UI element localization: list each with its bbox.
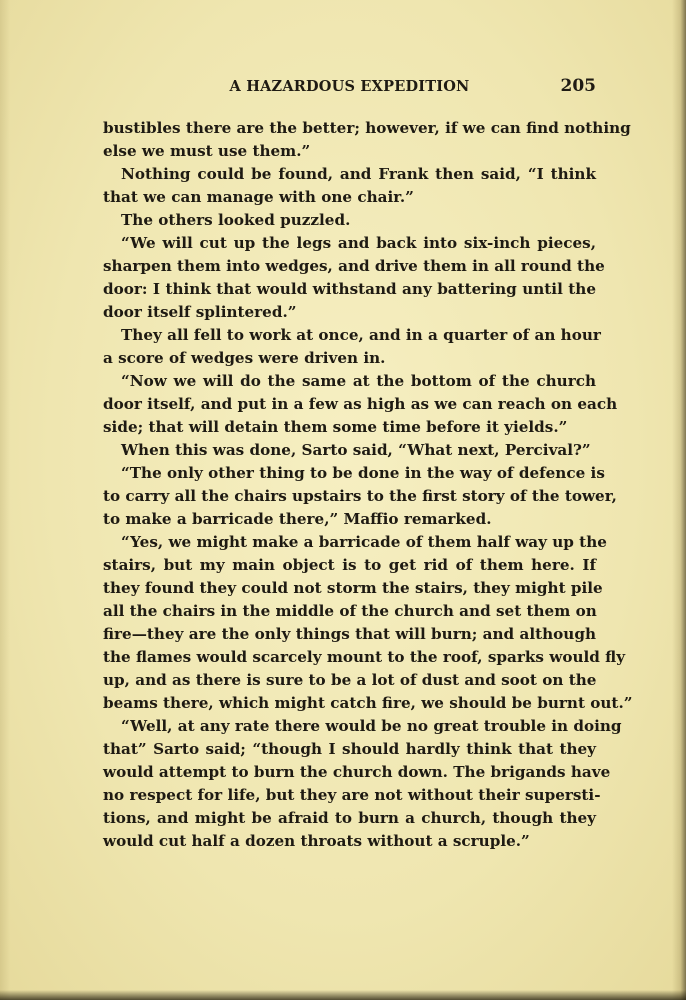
text-line: that we can manage with one chair.” xyxy=(103,188,414,206)
text-line: The others looked puzzled. xyxy=(121,211,351,229)
text-line: up, and as there is sure to be a lot of dust and soot on the xyxy=(103,671,597,689)
text-line: “Now we will do the same at the bottom of the church xyxy=(121,372,596,390)
text-line: “Well, at any rate there would be no great trouble in doing xyxy=(121,717,622,735)
text-line: tions, and might be afraid to burn a church, though they xyxy=(103,809,596,827)
running-head: A HAZARDOUS EXPEDITION xyxy=(229,78,470,95)
text-line: stairs, but my main object is to get rid of them here. If xyxy=(103,556,596,574)
text-line: They all fell to work at once, and in a quarter of an hour xyxy=(121,326,601,344)
text-line: “Yes, we might make a barricade of them half way up the xyxy=(121,533,607,551)
text-line: else we must use them.” xyxy=(103,142,311,160)
text-line: When this was done, Sarto said, “What next, Percival?” xyxy=(121,441,591,459)
text-line: the flames would scarcely mount to the roof, sparks would fly xyxy=(103,648,626,666)
text-line: Nothing could be found, and Frank then said, “I think xyxy=(121,165,596,183)
text-line: to carry all the chairs upstairs to the first story of the tower, xyxy=(103,487,617,505)
page-header xyxy=(103,78,596,100)
page-bottom-shadow xyxy=(0,990,686,1000)
text-line: would cut half a dozen throats without a scruple.” xyxy=(103,832,530,850)
body-text xyxy=(103,117,633,853)
text-line: to make a barricade there,” Maffio remarked. xyxy=(103,510,492,528)
text-line: door itself splintered.” xyxy=(103,303,297,321)
text-line: a score of wedges were driven in. xyxy=(103,349,386,367)
text-line: all the chairs in the middle of the church and set them on xyxy=(103,602,597,620)
text-line: bustibles there are the better; however, if we can find nothing xyxy=(103,119,631,137)
page-number: 205 xyxy=(560,76,596,96)
text-line: “We will cut up the legs and back into six-inch pieces, xyxy=(121,234,596,252)
text-line: fire—they are the only things that will burn; and although xyxy=(103,625,596,643)
page-gutter-shadow xyxy=(0,0,10,1000)
text-line: door itself, and put in a few as high as we can reach on each xyxy=(103,395,618,413)
text-line: sharpen them into wedges, and drive them in all round the xyxy=(103,257,605,275)
text-line: would attempt to burn the church down. The brigands have xyxy=(103,763,611,781)
text-line: beams there, which might catch fire, we should be burnt out.” xyxy=(103,694,633,712)
text-line: no respect for life, but they are not without their supersti- xyxy=(103,786,601,804)
text-line: that” Sarto said; “though I should hardly think that they xyxy=(103,740,596,758)
text-line: they found they could not storm the stairs, they might pile xyxy=(103,579,603,597)
text-line: “The only other thing to be done in the way of defence is xyxy=(121,464,605,482)
page-edge-shadow xyxy=(672,0,686,1000)
text-line: door: I think that would withstand any battering until the xyxy=(103,280,596,298)
text-line: side; that will detain them some time before it yields.” xyxy=(103,418,568,436)
